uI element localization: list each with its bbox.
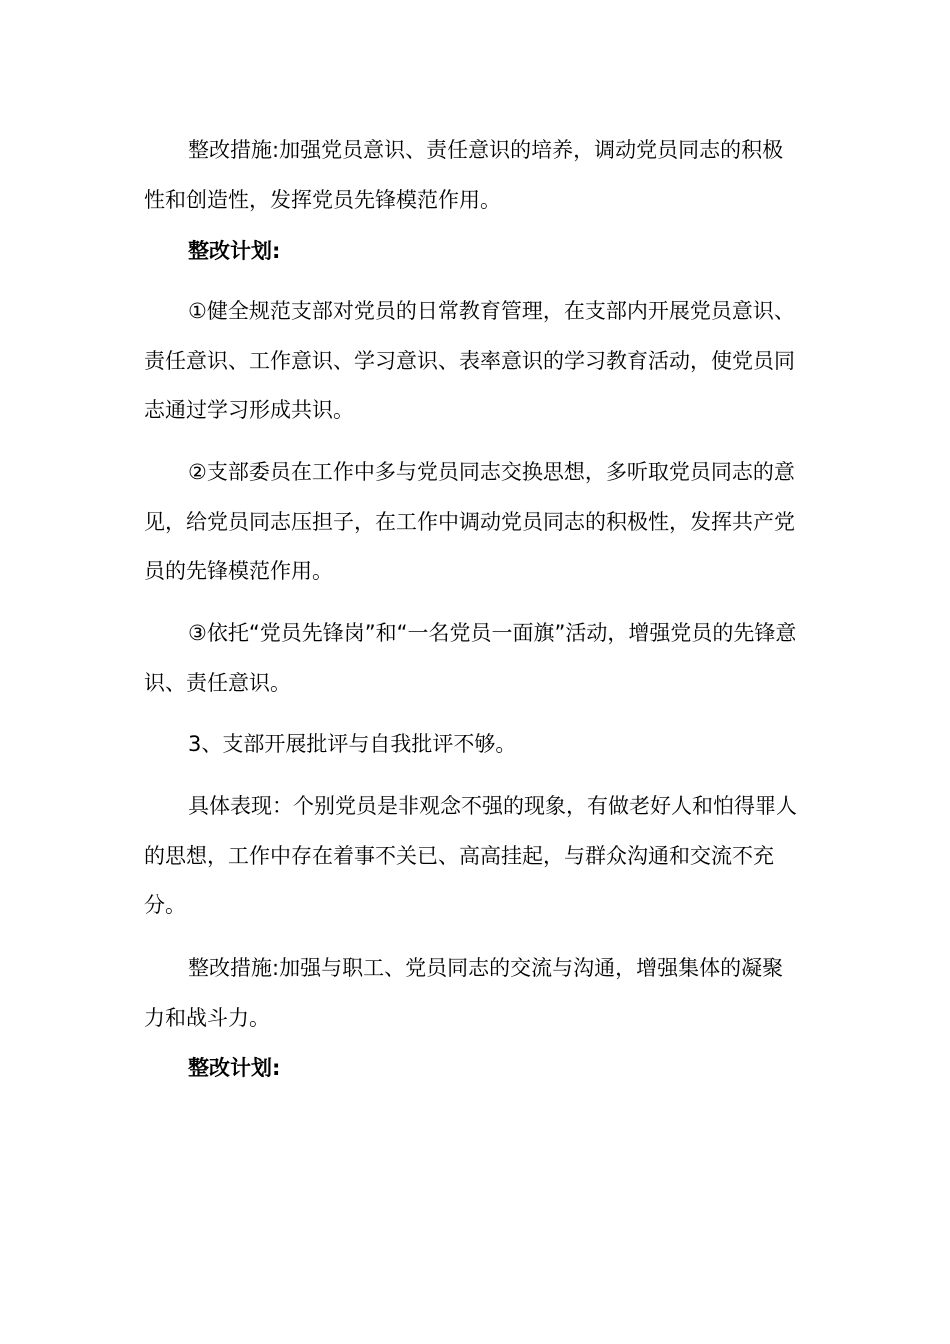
paragraph-issue-3: 3、支部开展批评与自我批评不够。 (188, 732, 517, 756)
paragraph-rectification-measures-1: 整改措施:加强党员意识、责任意识的培养，调动党员同志的积极性和创造性，发挥党员先锋模范作用。 (144, 138, 784, 212)
paragraph-specific-manifestation: 具体表现：个别党员是非观念不强的现象，有做老好人和怕得罪人的思想，工作中存在着事不关已、高高挂起，与群众沟通和交流不充分。 (144, 794, 797, 917)
paragraph-rectification-measures-2: 整改措施:加强与职工、党员同志的交流与沟通，增强集体的凝聚力和战斗力。 (144, 956, 784, 1030)
paragraph-plan-item-1: ①健全规范支部对党员的日常教育管理，在支部内开展党员意识、责任意识、工作意识、学习意识、表率意识的学习教育活动，使党员同志通过学习形成共识。 (144, 299, 795, 422)
heading-rectification-plan-2: 整改计划: (188, 1056, 281, 1080)
paragraph-plan-item-3: ③依托“党员先锋岗”和“一名党员一面旗”活动，增强党员的先锋意识、责任意识。 (144, 621, 797, 695)
heading-rectification-plan-1: 整改计划: (188, 239, 281, 263)
paragraph-plan-item-2: ②支部委员在工作中多与党员同志交换思想，多听取党员同志的意见，给党员同志压担子，在工作中调动党员同志的积极性，发挥共产党员的先锋模范作用。 (144, 460, 795, 583)
